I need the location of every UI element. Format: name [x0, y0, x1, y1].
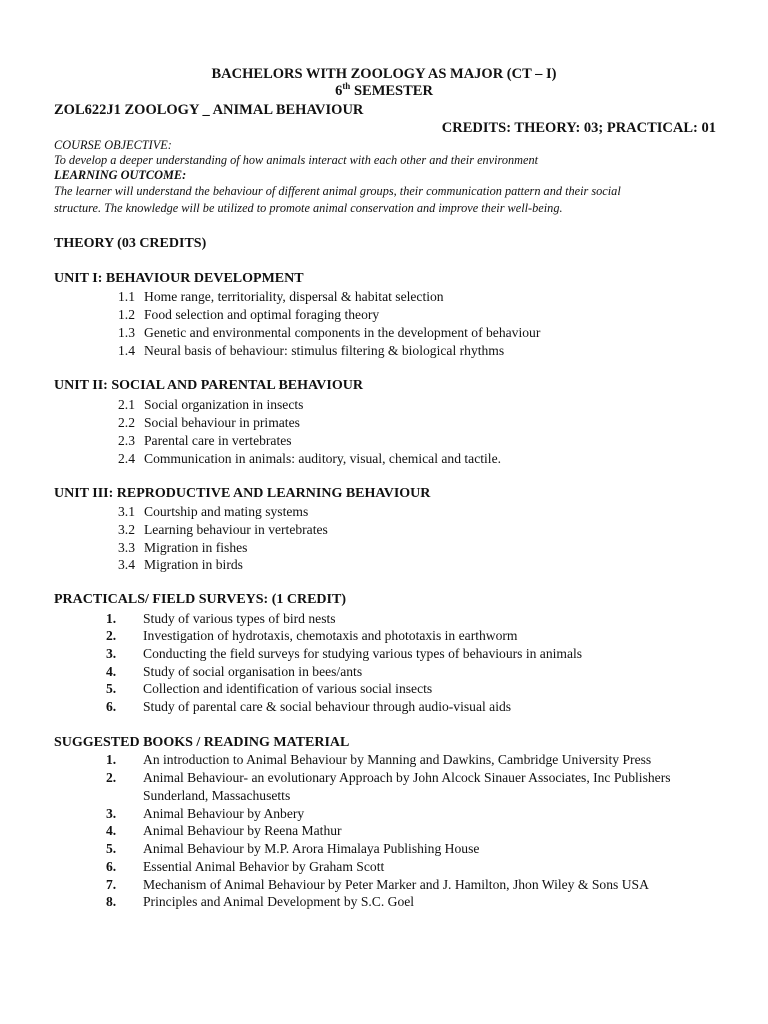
item-text: Collection and identification of various social insects [143, 681, 433, 696]
item-number: 1.2 [118, 307, 135, 322]
list-item [106, 699, 512, 715]
list-item [106, 823, 342, 839]
unit-2-title: UNIT II: SOCIAL AND PARENTAL BEHAVIOUR [54, 378, 363, 393]
item-text: Animal Behaviour by Reena Mathur [143, 823, 342, 838]
item-text: Animal Behaviour by M.P. Arora Himalaya Publishing House [143, 841, 480, 856]
item-number: 7. [106, 877, 117, 892]
learning-outcome-label: LEARNING OUTCOME: [54, 168, 187, 182]
item-number: 3.4 [118, 557, 135, 572]
item-text: Study of parental care & social behaviour through audio-visual aids [143, 699, 512, 714]
course-code-title: ZOL622J1 ZOOLOGY _ ANIMAL BEHAVIOUR [54, 102, 364, 118]
item-number: 1.1 [118, 289, 135, 304]
semester-suffix: th [342, 81, 351, 92]
list-item [106, 841, 480, 857]
list-item [106, 894, 415, 910]
item-text: Migration in fishes [144, 540, 248, 555]
item-number: 1.3 [118, 325, 135, 340]
list-item [118, 397, 304, 413]
list-item [118, 325, 541, 341]
unit-3-title: UNIT III: REPRODUCTIVE AND LEARNING BEHAVIOUR [54, 486, 431, 501]
item-number: 3. [106, 646, 117, 661]
list-item [118, 557, 243, 573]
program-title: BACHELORS WITH ZOOLOGY AS MAJOR (CT – I) [211, 66, 557, 82]
item-text: Migration in birds [144, 557, 243, 572]
item-number: 2.3 [118, 433, 135, 448]
item-text: Animal Behaviour by Anbery [143, 806, 305, 821]
item-number: 5. [106, 841, 117, 856]
item-number: 2. [106, 628, 117, 643]
list-item [106, 646, 583, 662]
item-text: Mechanism of Animal Behaviour by Peter Marker and J. Hamilton, Jhon Wiley & Sons USA [143, 877, 649, 892]
item-number: 2.4 [118, 451, 135, 466]
item-number: 3.1 [118, 504, 135, 519]
theory-heading: THEORY (03 CREDITS) [54, 236, 207, 251]
list-item [118, 540, 248, 556]
item-text: Conducting the field surveys for studying various types of behaviours in animals [143, 646, 583, 661]
item-number: 3. [106, 806, 117, 821]
list-item [106, 681, 433, 697]
list-item [118, 343, 505, 359]
item-text: Investigation of hydrotaxis, chemotaxis and phototaxis in earthworm [143, 628, 518, 643]
course-objective-text: To develop a deeper understanding of how animals interact with each other and their environment [54, 153, 539, 167]
list-item [118, 433, 292, 449]
list-item [118, 522, 328, 538]
item-number: 1. [106, 752, 117, 767]
item-text: Essential Animal Behavior by Graham Scott [143, 859, 385, 874]
item-text: Courtship and mating systems [144, 504, 309, 519]
item-number: 4. [106, 664, 117, 679]
list-item [106, 806, 305, 822]
item-number: 5. [106, 681, 117, 696]
credits-line: CREDITS: THEORY: 03; PRACTICAL: 01 [441, 120, 716, 136]
item-text: Communication in animals: auditory, visual, chemical and tactile. [144, 451, 501, 466]
course-objective-label: COURSE OBJECTIVE: [54, 138, 172, 152]
item-number: 4. [106, 823, 117, 838]
item-number: 3.2 [118, 522, 135, 537]
item-text: Learning behaviour in vertebrates [144, 522, 328, 537]
list-item [106, 877, 649, 893]
item-number: 3.3 [118, 540, 135, 555]
item-number: 6. [106, 859, 117, 874]
learning-outcome-text-1: The learner will understand the behaviour of different animal groups, their communication pattern and their social [54, 184, 621, 198]
item-text: An introduction to Animal Behaviour by Manning and Dawkins, Cambridge University Press [143, 752, 652, 767]
list-item [106, 770, 671, 786]
list-item-continuation: Sunderland, Massachusetts [143, 788, 291, 803]
semester-number: 6 [335, 83, 343, 99]
practicals-heading: PRACTICALS/ FIELD SURVEYS: (1 CREDIT) [54, 592, 346, 607]
learning-outcome-text-2: structure. The knowledge will be utilized to promote animal conservation and improve their well-being. [54, 201, 563, 215]
semester-word: SEMESTER [350, 83, 433, 99]
books-heading: SUGGESTED BOOKS / READING MATERIAL [54, 735, 350, 750]
item-text: Animal Behaviour- an evolutionary Approach by John Alcock Sinauer Associates, Inc Publishers [143, 770, 671, 785]
item-text: Principles and Animal Development by S.C. Goel [143, 894, 415, 909]
item-number: 1.4 [118, 343, 135, 358]
list-item [106, 611, 336, 627]
list-item [118, 307, 380, 323]
item-text: Social organization in insects [144, 397, 304, 412]
unit-1-title: UNIT I: BEHAVIOUR DEVELOPMENT [54, 271, 304, 286]
list-item [118, 504, 309, 520]
list-item [106, 859, 385, 875]
list-item [118, 451, 501, 467]
item-text: Neural basis of behaviour: stimulus filtering & biological rhythms [144, 343, 505, 358]
item-text: Study of various types of bird nests [143, 611, 336, 626]
list-item [118, 415, 300, 431]
item-text: Study of social organisation in bees/ants [143, 664, 363, 679]
list-item [118, 289, 444, 305]
item-text: Food selection and optimal foraging theory [144, 307, 380, 322]
item-number: 2. [106, 770, 117, 785]
list-item [106, 628, 518, 644]
semester-line [0, 83, 768, 100]
item-number: 8. [106, 894, 117, 909]
item-text: Parental care in vertebrates [144, 433, 292, 448]
list-item [106, 664, 363, 680]
item-number: 6. [106, 699, 117, 714]
list-item [106, 752, 652, 768]
item-number: 2.2 [118, 415, 135, 430]
item-number: 1. [106, 611, 117, 626]
item-text: Genetic and environmental components in the development of behaviour [144, 325, 541, 340]
item-text: Social behaviour in primates [144, 415, 300, 430]
item-text: Home range, territoriality, dispersal & habitat selection [144, 289, 444, 304]
item-number: 2.1 [118, 397, 135, 412]
